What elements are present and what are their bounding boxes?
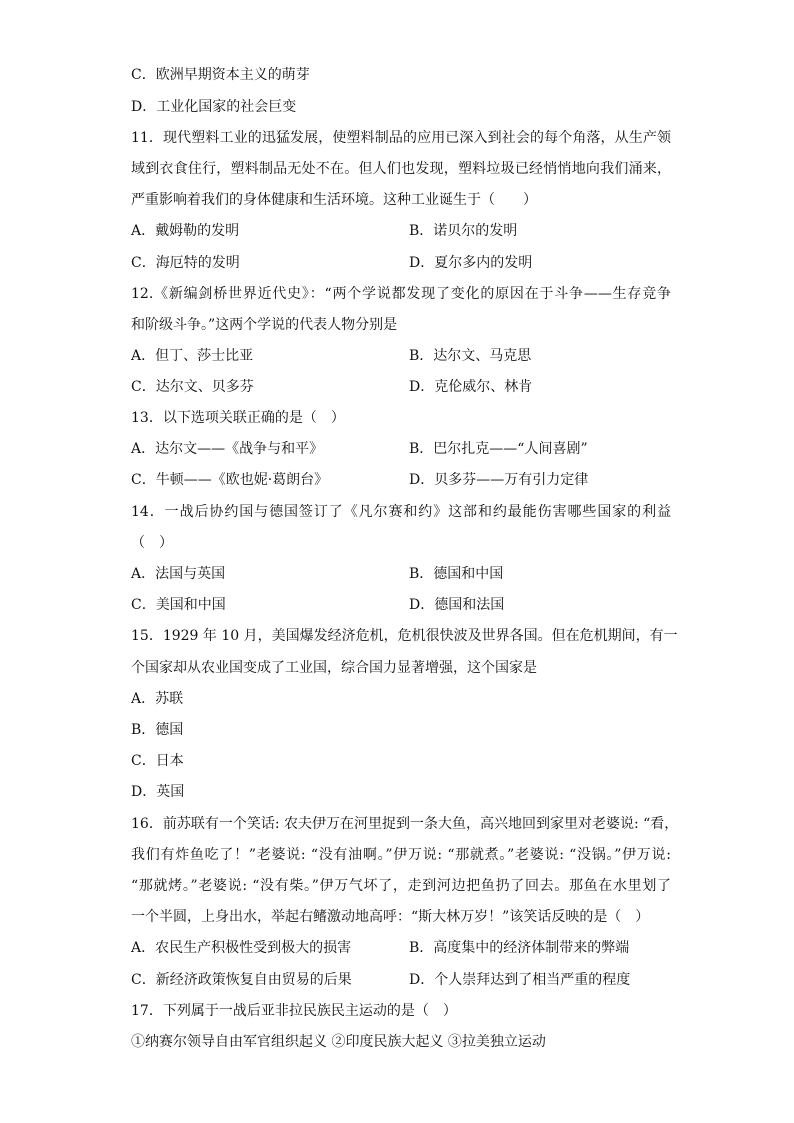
- q14-stem-line-1: 14．一战后协约国与德国签订了《凡尔赛和约》这部和约最能伤害哪些国家的利益: [131, 504, 671, 520]
- q12-stem-line-1: 12.《新编剑桥世界近代史》：“两个学说都发现了变化的原因在于斗争——生存竞争: [131, 286, 671, 302]
- q12-option-b: B．达尔文、马克思: [409, 348, 532, 364]
- q13-option-a: A．达尔文——《战争与和平》: [131, 441, 324, 457]
- q12-option-c: C．达尔文、贝多芬: [131, 379, 254, 395]
- q11-stem-line-3: 严重影响着我们的身体健康和生活环境。这种工业诞生于（ ）: [131, 192, 537, 208]
- q16-options-row-2: [131, 971, 691, 989]
- q16-options-row-1: [131, 939, 691, 957]
- q17-stem-line-2: ①纳赛尔领导自由军官组织起义 ②印度民族大起义 ③拉美独立运动: [131, 1034, 546, 1050]
- q12-options-row-2: [131, 378, 691, 396]
- q13-option-b: B．巴尔扎克——“人间喜剧”: [409, 441, 588, 457]
- q14-options-row-1: [131, 565, 691, 583]
- q13-options-row-1: [131, 440, 691, 458]
- q16-option-d: D．个人崇拜达到了相当严重的程度: [409, 972, 631, 988]
- option-d-line: D．工业化国家的社会巨变: [131, 99, 297, 115]
- q17-stem-line-1: 17．下列属于一战后亚非拉民族民主运动的是（ ）: [131, 1003, 457, 1019]
- q13-option-d: D．贝多芬——万有引力定律: [409, 472, 589, 488]
- q16-stem-line-3: “那就烤。”老婆说: “没有柴。”伊万气坏了，走到河边把鱼扔了回去。那鱼在水里划了: [131, 878, 671, 894]
- q16-option-a: A．农民生产积极性受到极大的损害: [131, 940, 352, 956]
- q15-option-a: A．苏联: [131, 691, 184, 707]
- q15-option-c: C．日本: [131, 753, 184, 769]
- q14-option-a: A．法国与英国: [131, 566, 226, 582]
- q11-option-a: A．戴姆勒的发明: [131, 223, 240, 239]
- q13-options-row-2: [131, 471, 691, 489]
- q11-stem-line-2: 域到衣食住行，塑料制品无处不在。但人们也发现，塑料垃圾已经悄悄地向我们涌来，: [131, 161, 671, 177]
- q16-option-c: C．新经济政策恢复自由贸易的后果: [131, 972, 352, 988]
- q14-option-b: B．德国和中国: [409, 566, 504, 582]
- q13-option-c: C．牛顿——《欧也妮·葛朗台》: [131, 472, 329, 488]
- q14-option-d: D．德国和法国: [409, 597, 505, 613]
- q15-option-d: D．英国: [131, 784, 185, 800]
- q11-stem-line-1: 11．现代塑料工业的迅猛发展，使塑料制品的应用已深入到社会的每个角落，从生产领: [131, 130, 671, 146]
- q11-option-d: D．夏尔多内的发明: [409, 255, 533, 271]
- q12-stem-line-2: 和阶级斗争。”这两个学说的代表人物分别是: [131, 317, 398, 333]
- q12-option-d: D．克伦威尔、林肯: [409, 379, 533, 395]
- q15-stem-line-2: 个国家却从农业国变成了工业国，综合国力显著增强，这个国家是: [131, 660, 537, 676]
- option-c-line: C．欧洲早期资本主义的萌芽: [131, 67, 310, 83]
- q14-options-row-2: [131, 596, 691, 614]
- q16-option-b: B．高度集中的经济体制带来的弊端: [409, 940, 630, 956]
- q16-stem-line-2: 我们有炸鱼吃了！”老婆说: “没有油啊。”伊万说: “那就煮。”老婆说: “没锅。”伊万说:: [131, 847, 671, 863]
- q11-option-c: C．海厄特的发明: [131, 255, 240, 271]
- q12-option-a: A．但丁、莎士比亚: [131, 348, 254, 364]
- q16-stem-line-4: 一个半圆，上身出水，举起右鳍激动地高呼：“斯大林万岁！”该笑话反映的是（ ）: [131, 909, 650, 925]
- q11-options-row-1: [131, 222, 691, 240]
- q15-option-b: B．德国: [131, 722, 184, 738]
- q14-option-c: C．美国和中国: [131, 597, 226, 613]
- q11-option-b: B．诺贝尔的发明: [409, 223, 518, 239]
- q15-stem-line-1: 15．1929 年 10 月，美国爆发经济危机，危机很快波及世界各国。但在危机期间，有一: [131, 628, 678, 644]
- q11-options-row-2: [131, 254, 691, 272]
- q14-stem-line-2: （ ）: [131, 535, 173, 551]
- q16-stem-line-1: 16．前苏联有一个笑话: 农夫伊万在河里捉到一条大鱼，高兴地回到家里对老婆说: “看，: [131, 816, 679, 832]
- q12-options-row-1: [131, 347, 691, 365]
- q13-stem-line-1: 13．以下选项关联正确的是（ ）: [131, 410, 345, 426]
